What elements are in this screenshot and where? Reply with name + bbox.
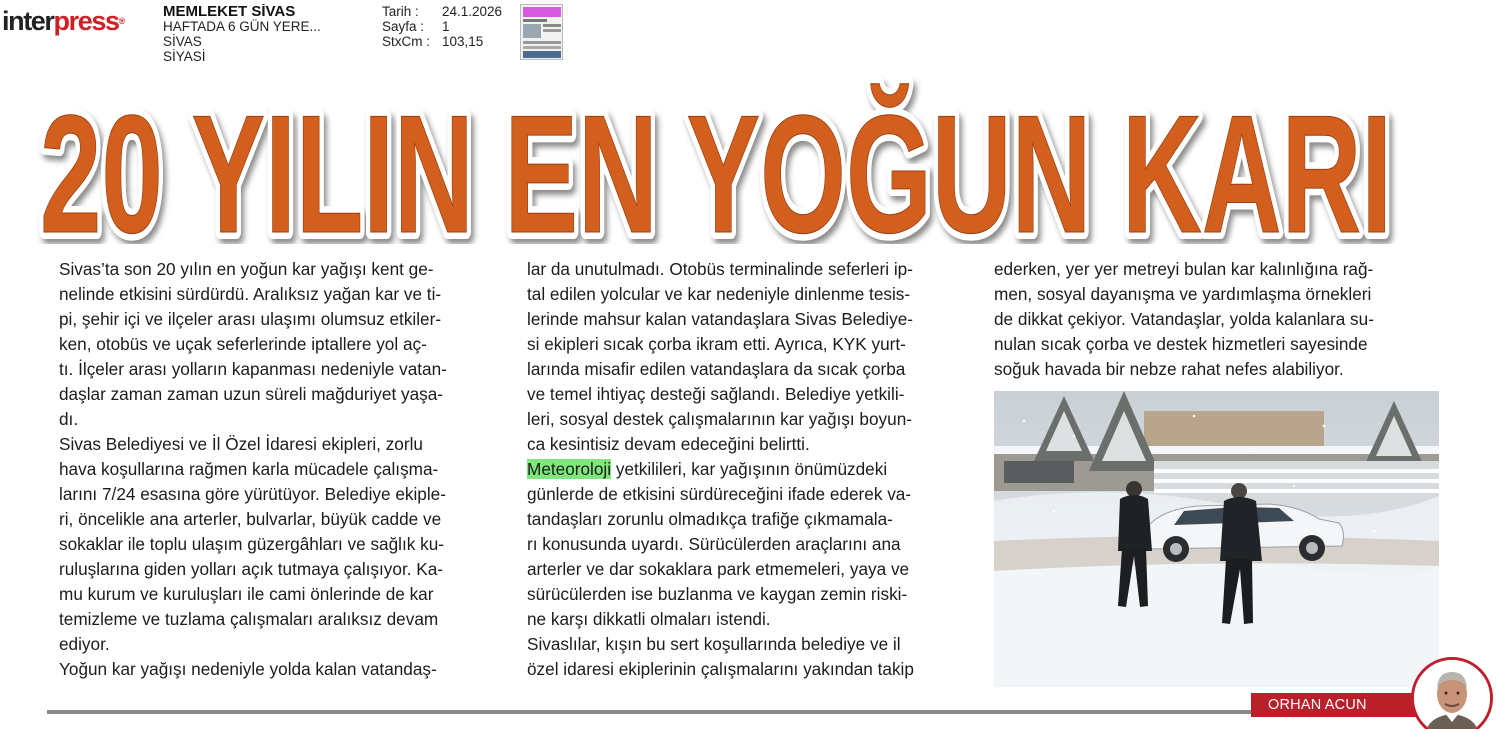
text-line: de dikkat çekiyor. Vatandaşlar, yolda kalanlara su- — [994, 309, 1374, 329]
text-line: temizleme ve tuzlama çalışmaları aralıksız devam — [59, 609, 439, 629]
highlighted-keyword: Meteoroloji — [527, 459, 612, 479]
page-value: 1 — [442, 19, 450, 34]
text-line: daşlar zaman zaman uzun süreli mağduriyet yaşa- — [59, 384, 444, 404]
text-line: ri, öncelikle ana arterler, bulvarlar, büyük cadde ve — [59, 509, 442, 529]
article-column-1 — [59, 257, 499, 682]
text-line: ediyor. — [59, 634, 110, 654]
logo-text-main: inter — [2, 6, 54, 36]
text-line: nulan sıcak çorba ve destek hizmetleri sayesinde — [994, 334, 1368, 354]
text-line: Sivas’ta son 20 yılın en yoğun kar yağışı kent ge- — [59, 259, 434, 279]
text-line: Yoğun kar yağışı nedeniyle yolda kalan vatandaş- — [59, 659, 437, 679]
registered-mark: ® — [118, 16, 126, 26]
clipping-info — [382, 4, 502, 49]
text-line: pi, şehir içi ve ilçeler arası ulaşımı olumsuz etkiler- — [59, 309, 442, 329]
text-line: ken, otobüs ve uçak seferlerinde iptallere yol aç- — [59, 334, 427, 354]
text-line: tandaşları zorunlu olmadıkça trafiğe çıkmamala- — [527, 509, 893, 529]
news-photo — [994, 391, 1439, 687]
text-line: Sivaslılar, kışın bu sert koşullarında belediye ve il — [527, 634, 901, 654]
article-column-3 — [994, 257, 1439, 382]
text-line: sokaklar ile toplu ulaşım güzergâhları ve sağlık ku- — [59, 534, 444, 554]
author-avatar — [1411, 657, 1493, 729]
text-line: ruluşlarına giden yolları açık tutmaya çalışıyor. Ka- — [59, 559, 444, 579]
text-line: ne karşı dikkatli olmaları istendi. — [527, 609, 771, 629]
headline — [0, 72, 1501, 244]
date-label: Tarih : — [382, 4, 419, 19]
date-row — [382, 4, 502, 19]
logo-text-accent: press — [53, 6, 119, 36]
page-label: Sayfa : — [382, 19, 425, 34]
author-byline: ORHAN ACUN — [1251, 693, 1431, 717]
text-line: özel idaresi ekiplerinin çalışmalarını yakından takip — [527, 659, 914, 679]
text-line: arterler ve dar sokaklara park etmemeleri, yaya ve — [527, 559, 910, 579]
date-value: 24.1.2026 — [442, 4, 503, 19]
text-line: dı. — [59, 409, 79, 429]
publication-name: MEMLEKET SİVAS — [163, 4, 296, 19]
text-line: ve temel ihtiyaç desteği sağlandı. Belediye yetkili- — [527, 384, 905, 404]
size-label: StxCm : — [382, 34, 431, 49]
text-line: ca kesintisiz devam edeceğini belirtti. — [527, 434, 810, 454]
size-value: 103,15 — [442, 34, 484, 49]
article-column-2 — [527, 257, 972, 682]
text-fragment: yetkilileri, kar yağışının önümüzdeki — [611, 459, 888, 479]
text-line: men, sosyal dayanışma ve yardımlaşma örnekleri — [994, 284, 1372, 304]
text-line: leri, sosyal destek çalışmalarının kar yağışı boyun- — [527, 409, 912, 429]
publication-city: SİVAS — [163, 34, 202, 49]
text-line: günlerde de etkisini sürdüreceğini ifade ederek va- — [527, 484, 912, 504]
text-line: larını 7/24 esasına göre yürütüyor. Belediye ekiple- — [59, 484, 446, 504]
publication-tagline: HAFTADA 6 GÜN YERE... — [163, 19, 321, 34]
text-line: tı. İlçeler arası yolların kapanması nedeniyle vatan- — [59, 359, 447, 379]
text-line: sürücülerden ise buzlanma ve kaygan zemin riski- — [527, 584, 908, 604]
size-row — [382, 34, 502, 49]
text-line: soğuk havada bir nebze rahat nefes alabiliyor. — [994, 359, 1344, 379]
text-line: rı konusunda uyardı. Sürücülerden araçlarını ana — [527, 534, 901, 554]
footer-rule — [47, 710, 1432, 714]
page-row — [382, 19, 502, 34]
text-line: nelinde etkisini sürdürdü. Aralıksız yağan kar ve ti- — [59, 284, 442, 304]
text-line: Sivas Belediyesi ve İl Özel İdaresi ekipleri, zorlu — [59, 434, 423, 454]
text-line: tal edilen yolcular ve kar nedeniyle dinlenme tesis- — [527, 284, 911, 304]
text-line: ederken, yer yer metreyi bulan kar kalınlığına rağ- — [994, 259, 1374, 279]
headline-outline: 20 YILIN EN YOĞUN KARI — [40, 80, 1392, 244]
headline-text: 20 YILIN EN YOĞUN KARI — [40, 80, 1392, 244]
text-line: hava koşullarına rağmen karla mücadele çalışma- — [59, 459, 439, 479]
text-line: mu kurum ve kuruluşları ile cami önlerinde de kar — [59, 584, 434, 604]
text-line: si ekipleri sıcak çorba ikram etti. Ayrıca, KYK yurt- — [527, 334, 906, 354]
publication-section: SİYASİ — [163, 49, 206, 64]
text-line: lerinde mahsur kalan vatandaşlara Sivas Belediye- — [527, 309, 913, 329]
page-thumbnail[interactable] — [520, 4, 563, 60]
text-line: larında misafir edilen vatandaşlara da sıcak çorba — [527, 359, 906, 379]
text-line: lar da unutulmadı. Otobüs terminalinde seferleri ip- — [527, 259, 913, 279]
interpress-logo — [2, 4, 125, 38]
text-line — [527, 457, 972, 482]
publication-meta — [163, 4, 363, 64]
